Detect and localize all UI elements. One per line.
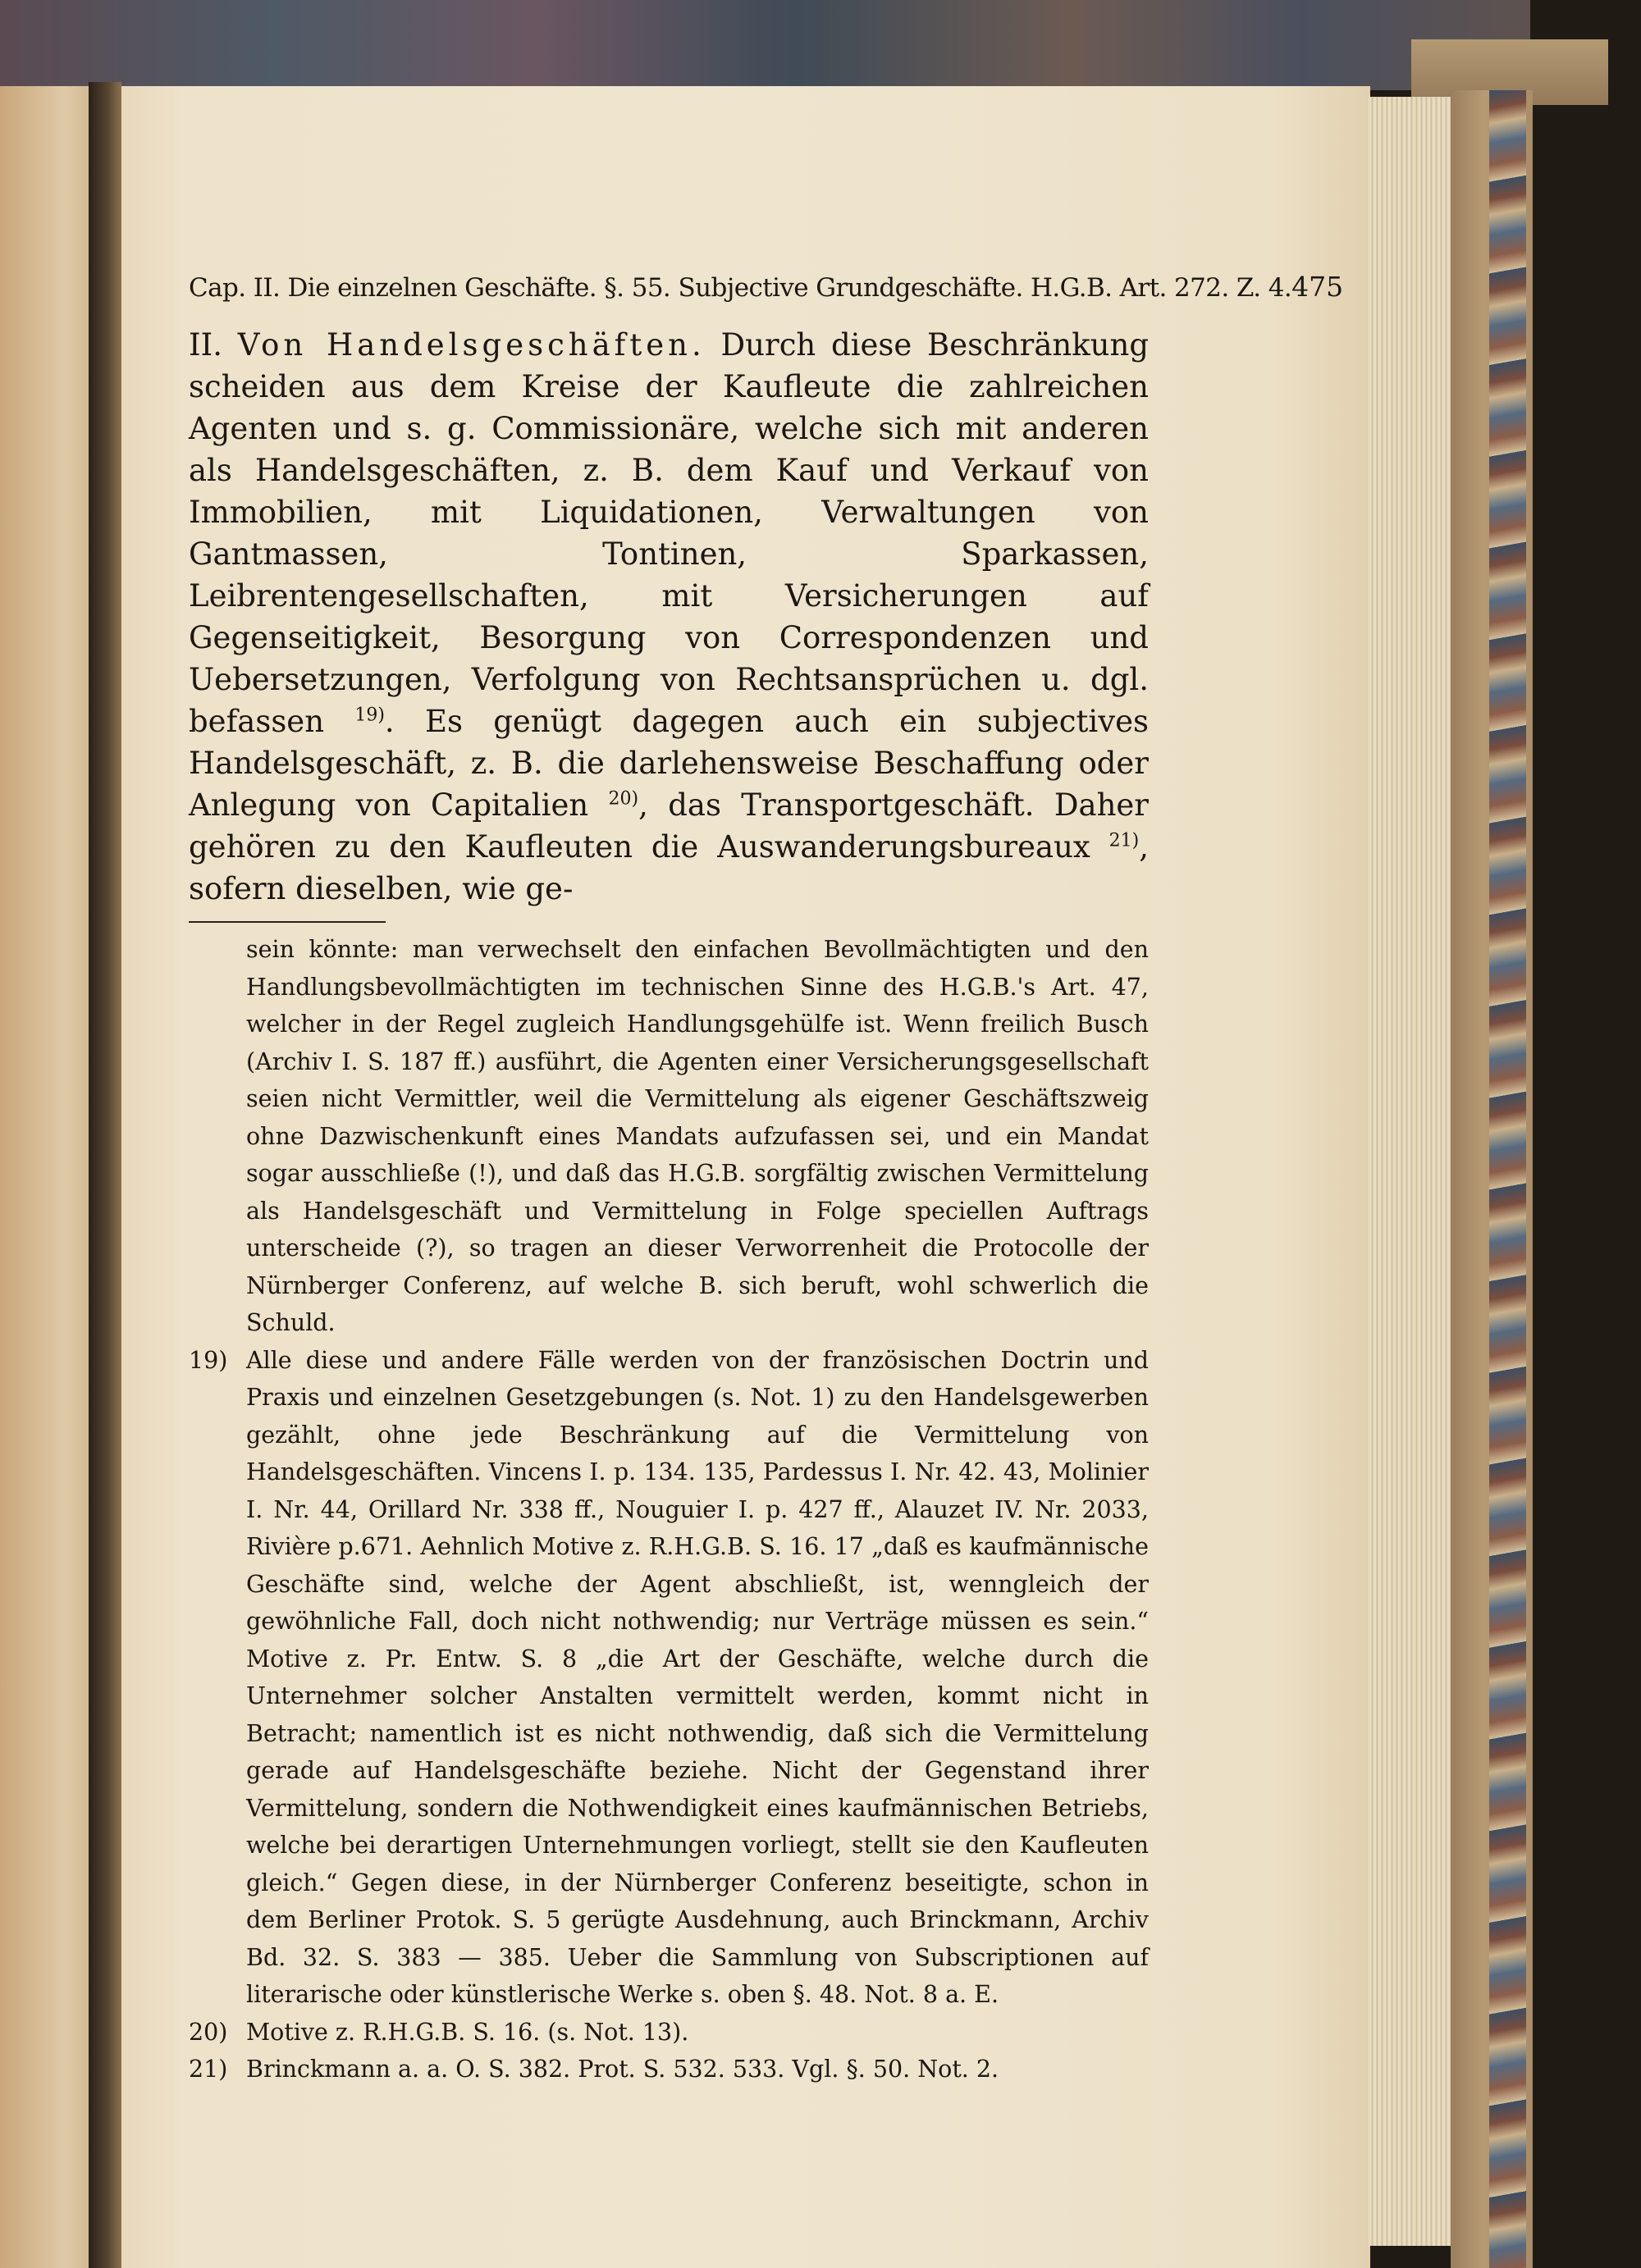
main-text-part-4: , sofern dieselben, wie ge-: [189, 829, 1149, 906]
footnote-rule: [189, 921, 386, 923]
page-content: [189, 271, 1344, 2088]
main-text-part-2: . Es genügt dagegen auch ein subjectives Handelsgeschäft, z. B. die darlehensweise Beschaffung oder Anlegung von Capitalien: [189, 704, 1149, 823]
main-text: [189, 324, 1149, 910]
footnote-20: [189, 2014, 1149, 2051]
footnote-21: [189, 2051, 1149, 2088]
footnote-number: 19): [189, 1346, 228, 1374]
page-number: 475: [1291, 271, 1344, 303]
section-title: Von Handelsgeschäften.: [237, 327, 706, 363]
main-paragraph: [189, 324, 1149, 910]
footnote-number: 20): [189, 2018, 228, 2046]
footnote-text: Motive z. R.H.G.B. S. 16. (s. Not. 13).: [246, 2018, 689, 2046]
marbled-cover-edge: [1489, 90, 1526, 2268]
main-text-part-1: Durch diese Beschränkung scheiden aus dem Kreise der Kaufleute die zahlreichen Agenten und s. g. Commissionäre, welche sich mit anderen als Handelsgeschäften, z. B. dem Kauf und Verkauf von Immobilien, mit Liquidationen, Verwaltungen von Gantmassen, Tontinen, Sparkassen, Leibrentengesellschaften, mit Versicherungen auf Gegenseitigkeit, Besorgung von Correspondenzen und Uebersetzungen, Verfolgung von Rechtsansprüchen u. dgl. befassen: [189, 327, 1150, 739]
footnote-text: Brinckmann a. a. O. S. 382. Prot. S. 532. 533. Vgl. §. 50. Not. 2.: [246, 2056, 999, 2083]
footnote-ref-21: 21): [1108, 830, 1140, 851]
footnote-19: [189, 1342, 1149, 2014]
footnotes: [189, 931, 1149, 2088]
section-number: II.: [189, 327, 222, 363]
footnote-continuation: sein könnte: man verwechselt den einfachen Bevollmächtigten und den Handlungsbevollmächtigten im technischen Sinne des H.G.B.'s Art. 47, welcher in der Regel zugleich Handlungsgehülfe ist. Wenn freilich Busch (Archiv I. S. 187 ff.) ausführt, die Agenten einer Versicherungsgesellschaft seien nicht Vermittler, weil die Vermittelung als eigener Geschäftszweig ohne Dazwischenkunft eines Mandats aufzufassen sei, und ein Mandat sogar ausschließe (!), und daß das H.G.B. sorgfältig zwischen Vermittelung als Handelsgeschäft und Vermittelung in Folge speciellen Auftrags unterscheide (?), so tragen an dieser Verworrenheit die Protocolle der Nürnberger Conferenz, auf welche B. sich beruft, wohl schwerlich die Schuld.: [246, 936, 1149, 1336]
main-text-part-3: , das Transportgeschäft. Daher gehören zu den Kaufleuten die Auswanderungsbureaux: [189, 787, 1149, 865]
book-gutter: [89, 82, 121, 2268]
footnote-text: Alle diese und andere Fälle werden von der französischen Doctrin und Praxis und einzelnen Gesetzgebungen (s. Not. 1) zu den Handelsgewerben gezählt, ohne jede Beschränkung auf die Vermittelung von Handelsgeschäften. Vincens I. p. 134. 135, Pardessus I. Nr. 42. 43, Molinier I. Nr. 44, Orillard Nr. 338 ff., Nouguier I. p. 427 ff., Alauzet IV. Nr. 2033, Rivière p.671. Aehnlich Motive z. R.H.G.B. S. 16. 17 „daß es kaufmännische Geschäfte sind, welche der Agent abschließt, ist, wenngleich der gewöhnliche Fall, doch nicht nothwendig; nur Verträge müssen es sein.“ Motive z. Pr. Entw. S. 8 „die Art der Geschäfte, welche durch die Unternehmer solcher Anstalten vermittelt werden, kommt nicht in Betracht; namentlich ist es nicht nothwendig, daß sich die Vermittelung gerade auf Handelsgeschäfte beziehe. Nicht der Gegenstand ihrer Vermittelung, sondern die Nothwendigkeit eines kaufmännischen Betriebs, welche bei derartigen Unternehmungen vorliegt, stellt sie den Kaufleuten gleich.“ Gegen diese, in der Nürnberger Conferenz beseitigte, schon in dem Berliner Protok. S. 5 gerügte Ausdehnung, auch Brinckmann, Archiv Bd. 32. S. 383 — 385. Ueber die Sammlung von Subscriptionen auf literarische oder künstlerische Werke s. oben §. 48. Not. 8 a. E.: [246, 1346, 1149, 2008]
footnote-ref-20: 20): [608, 788, 639, 810]
running-head: [189, 271, 1344, 303]
footnote-number: 21): [189, 2056, 228, 2083]
footnote-ref-19: 19): [354, 705, 385, 726]
page-stack-edges: [1369, 97, 1451, 2246]
marbled-edge-top: [0, 0, 1530, 90]
running-head-title: Cap. II. Die einzelnen Geschäfte. §. 55. Subjective Grundgeschäfte. H.G.B. Art. 272. Z. 4.: [189, 273, 1292, 303]
